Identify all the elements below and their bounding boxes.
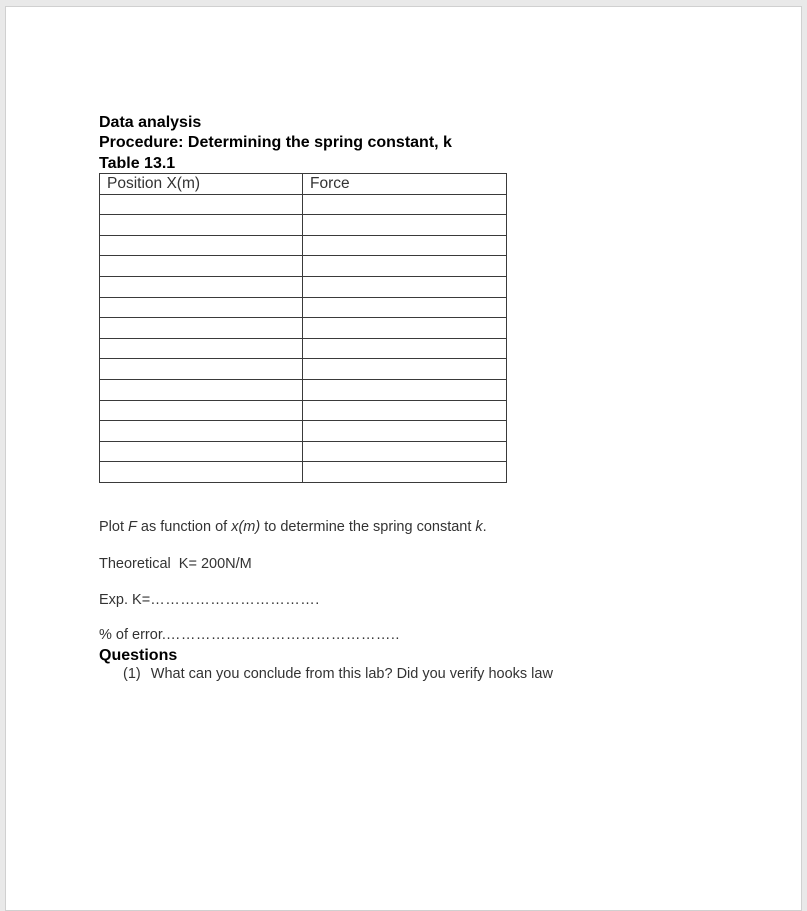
table-row [100,276,507,297]
table-header-row [100,174,507,195]
theoretical-value: K= 200N/M [178,556,252,572]
position-cell[interactable] [100,441,303,462]
table-row [100,318,507,339]
document-page [5,6,802,911]
table-row [100,441,507,462]
force-cell[interactable] [303,235,507,256]
force-cell[interactable] [303,276,507,297]
table-body [100,194,507,482]
table-row [100,462,507,483]
question-text: What can you conclude from this lab? Did you verify hooks law [150,666,553,682]
question-number: (1) [123,666,141,682]
table-row [100,400,507,421]
position-cell[interactable] [100,276,303,297]
position-cell[interactable] [100,318,303,339]
exp-label: Exp. K= [99,592,151,608]
plot-var-k: k [475,519,483,535]
table-row [100,235,507,256]
table-row [100,194,507,215]
error-label: % of error. [99,627,166,643]
theoretical-label: Theoretical [99,556,171,572]
force-cell[interactable] [303,256,507,277]
plot-var-f: F [128,519,137,535]
force-cell[interactable] [303,318,507,339]
error-blank-line[interactable]: ……………………………………….. [165,627,400,643]
position-cell[interactable] [100,338,303,359]
force-cell[interactable] [303,338,507,359]
position-cell[interactable] [100,462,303,483]
procedure-heading: Procedure: Determining the spring constant, k [99,134,452,151]
plot-instruction [99,518,487,536]
plot-mid: as function of [136,519,228,535]
percent-error [99,626,400,644]
force-cell[interactable] [303,297,507,318]
force-cell[interactable] [303,194,507,215]
section-heading: Data analysis [99,114,202,131]
table-row [100,256,507,277]
table-row [100,297,507,318]
table-row [100,421,507,442]
table-row [100,359,507,380]
plot-prefix: Plot [99,519,124,535]
force-cell[interactable] [303,400,507,421]
plot-var-x: x(m) [231,519,261,535]
table-row [100,338,507,359]
plot-end: . [482,519,487,535]
theoretical-k [99,555,252,573]
force-cell[interactable] [303,462,507,483]
column-header-position: Position X(m) [100,174,303,195]
force-cell[interactable] [303,441,507,462]
position-cell[interactable] [100,194,303,215]
position-cell[interactable] [100,379,303,400]
table-row [100,215,507,236]
plot-suffix: to determine the spring constant [264,519,472,535]
exp-blank-line[interactable]: ……………………………. [150,592,320,608]
position-cell[interactable] [100,359,303,380]
position-cell[interactable] [100,235,303,256]
force-cell[interactable] [303,359,507,380]
table-caption: Table 13.1 [99,155,176,172]
force-cell[interactable] [303,215,507,236]
position-cell[interactable] [100,215,303,236]
position-cell[interactable] [100,400,303,421]
table-row [100,379,507,400]
force-cell[interactable] [303,421,507,442]
experimental-k [99,591,320,609]
force-cell[interactable] [303,379,507,400]
question-item [123,665,553,683]
position-cell[interactable] [100,256,303,277]
column-header-force: Force [303,174,507,195]
position-cell[interactable] [100,421,303,442]
data-table [99,173,507,483]
questions-heading: Questions [99,647,178,664]
position-cell[interactable] [100,297,303,318]
